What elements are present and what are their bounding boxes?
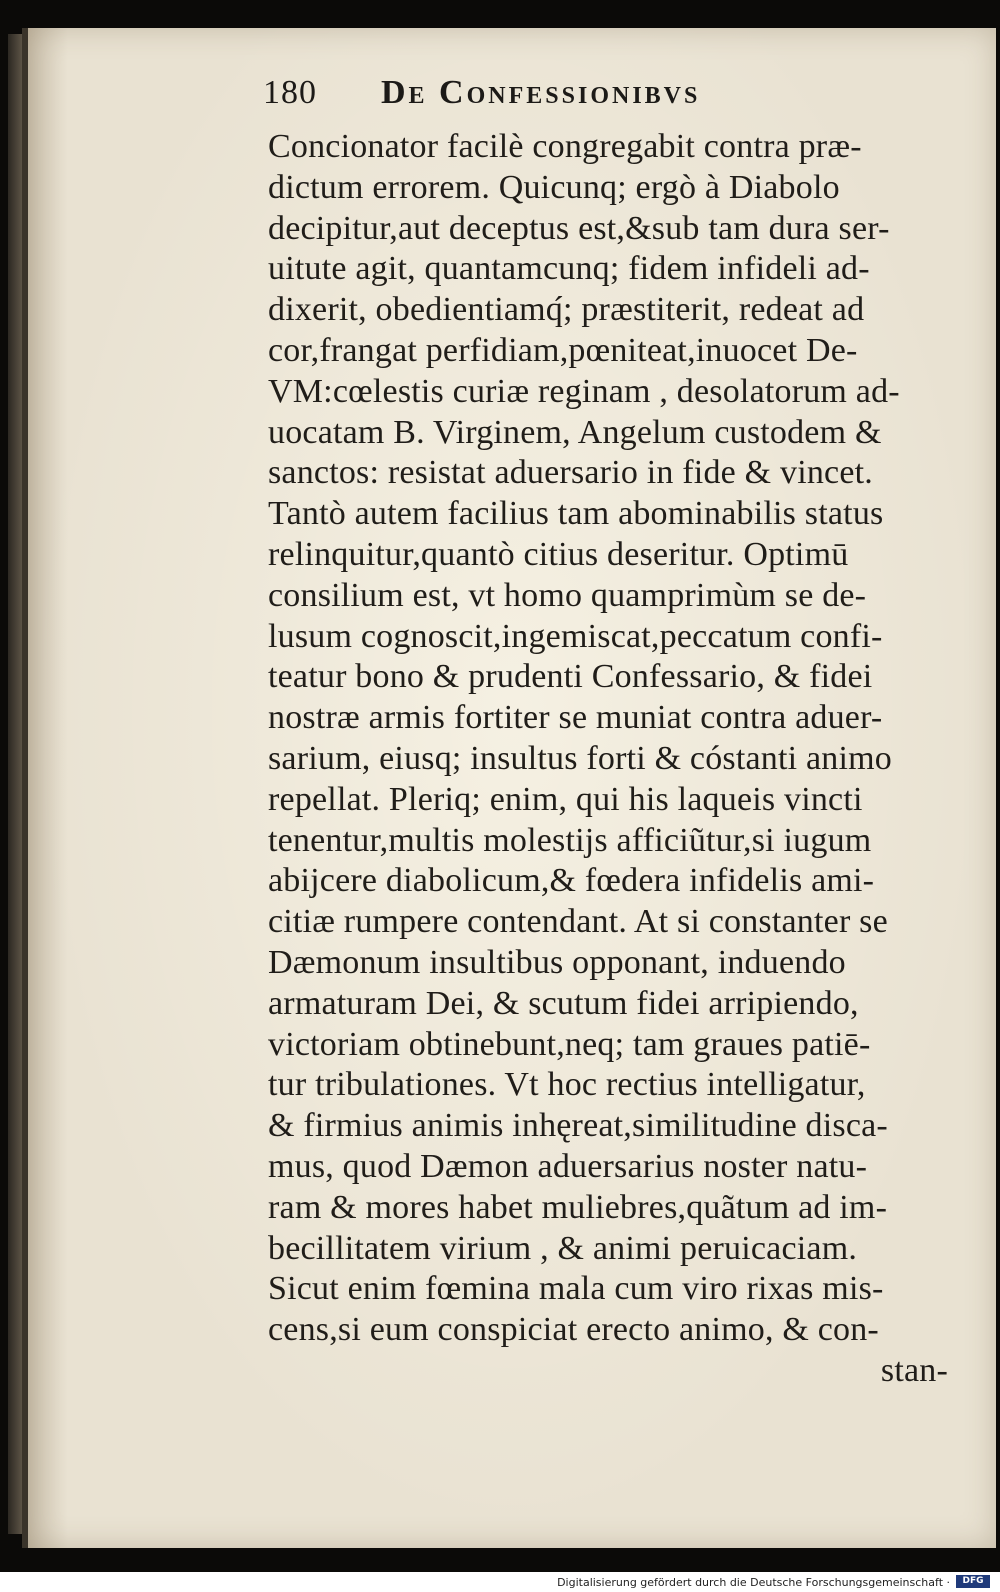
text-line: sanctos: resistat aduersario in fide & vincet. xyxy=(268,454,873,492)
text-line: sarium, eiusq; insultus forti & cóstanti animo xyxy=(268,739,892,777)
text-line: uitute agit, quantamcunq; fidem infideli ad- xyxy=(268,250,870,288)
text-line: tur tribulationes. Vt hoc rectius intelligatur, xyxy=(268,1066,866,1104)
text-line: mus, quod Dæmon aduersarius noster natu- xyxy=(268,1147,868,1185)
text-line: armaturam Dei, & scutum fidei arripiendo, xyxy=(268,984,859,1022)
text-line: abijcere diabolicum,& fœdera infidelis ami- xyxy=(268,862,875,900)
dfg-logo: DFG xyxy=(956,1575,990,1588)
text-line: victoriam obtinebunt,neq; tam graues patiē- xyxy=(268,1025,871,1063)
text-line: cens,si eum conspiciat erecto animo, & con- xyxy=(268,1311,879,1349)
text-line: dictum errorem. Quicunq; ergò à Diabolo xyxy=(268,168,840,206)
body-text xyxy=(268,127,968,1392)
page-header xyxy=(263,74,863,124)
text-line: VM:cœlestis curiæ reginam , desolatorum ad- xyxy=(268,372,900,410)
text-line: & firmius animis inhęreat,similitudine disca- xyxy=(268,1107,888,1145)
text-line: nostræ armis fortiter se muniat contra aduer- xyxy=(268,699,883,737)
catchword: stan- xyxy=(880,1351,948,1389)
text-line: becillitatem virium , & animi peruicaciam. xyxy=(268,1229,858,1267)
text-line: consilium est, vt homo quamprimùm se de- xyxy=(268,576,867,614)
text-line: lusum cognoscit,ingemiscat,peccatum confi- xyxy=(268,617,883,655)
text-line: relinquitur,quantò citius deseritur. Optimū xyxy=(268,535,849,573)
digitization-credit: Digitalisierung gefördert durch die Deutsche Forschungsgemeinschaft · xyxy=(557,1576,950,1589)
text-line: repellat. Pleriq; enim, qui his laqueis vincti xyxy=(268,780,863,818)
text-line: cor,frangat perfidiam,pœniteat,inuocet De- xyxy=(268,331,858,369)
text-line: Sicut enim fœmina mala cum viro rixas mis- xyxy=(268,1270,884,1308)
text-line: decipitur,aut deceptus est,&sub tam dura ser- xyxy=(268,209,890,247)
text-line: Dæmonum insultibus opponant, induendo xyxy=(268,943,846,981)
text-line: uocatam B. Virginem, Angelum custodem & xyxy=(268,413,882,451)
page-number: 180 xyxy=(263,74,317,111)
text-line: tenentur,multis molestijs afficiũtur,si iugum xyxy=(268,821,872,859)
text-line: ram & mores habet muliebres,quãtum ad im- xyxy=(268,1188,888,1226)
text-line: dixerit, obedientiamq́; præstiterit, redeat ad xyxy=(268,291,865,329)
text-line: citiæ rumpere contendant. At si constanter se xyxy=(268,903,888,941)
text-line: teatur bono & prudenti Confessario, & fidei xyxy=(268,658,873,696)
text-line: Tantò autem facilius tam abominabilis status xyxy=(268,495,884,533)
running-head: De Confessionibvs xyxy=(381,74,701,111)
text-line: Concionator facilè congregabit contra præ- xyxy=(268,128,862,165)
